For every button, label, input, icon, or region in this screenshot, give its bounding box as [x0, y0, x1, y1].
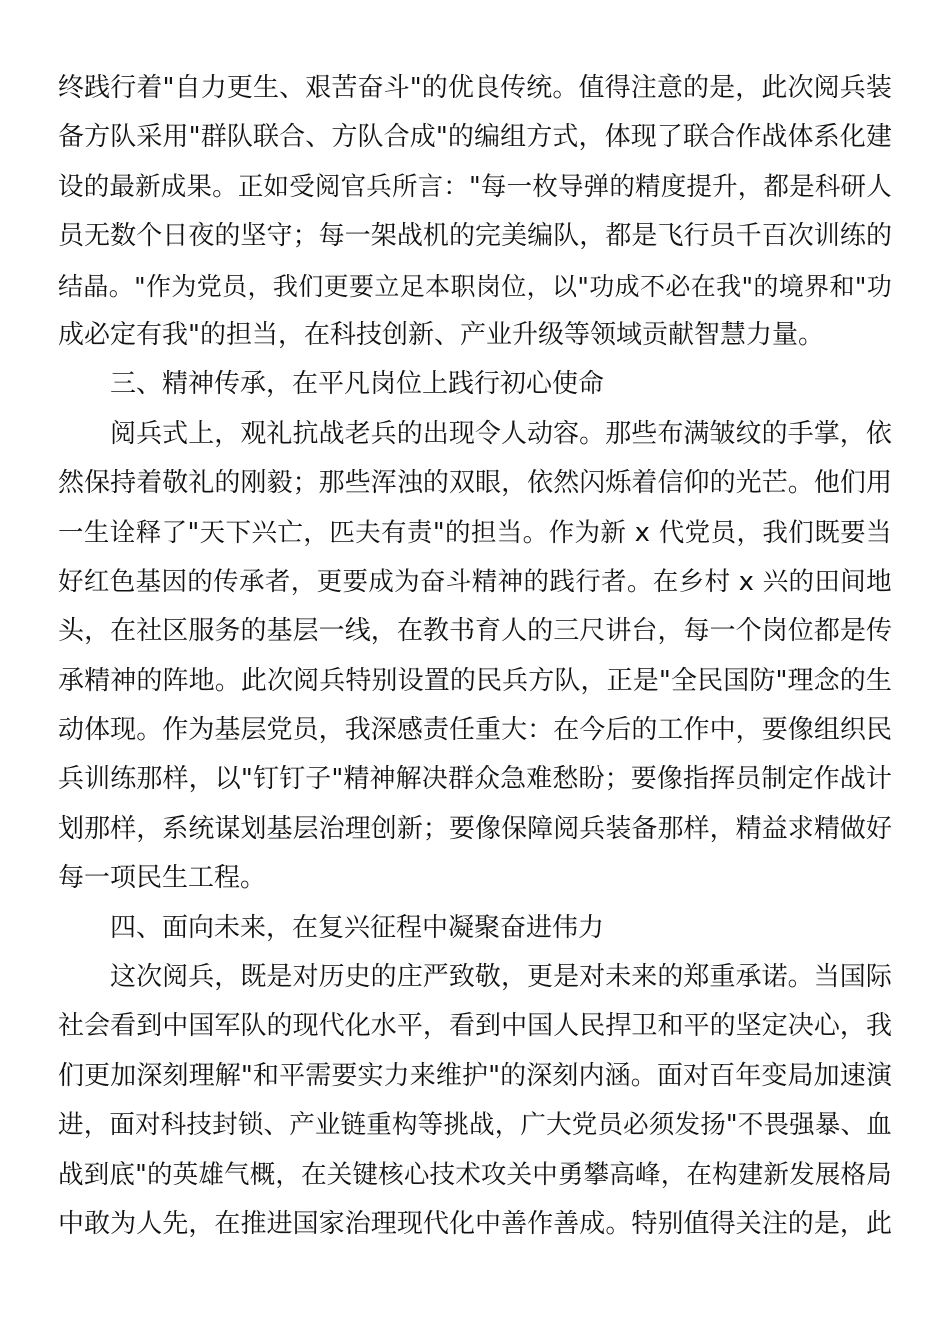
document-page [58, 64, 892, 1249]
text-line: 好 红 色 基 因 的 传 承 者 ， 更 要 成 为 奋 斗 精 神 的 践 行 者 。 在 乡 村 x 兴 的 田 间 地 [58, 566, 892, 597]
text-line: 这 次 阅 兵 ， 既 是 对 历 史 的 庄 严 致 敬 ， 更 是 对 未 来 的 郑 重 承 诺 。 当 国 际 [110, 962, 892, 993]
text-line: 员 无 数 个 日 夜 的 坚 守 ； 每 一 架 战 机 的 完 美 编 队 ， 都 是 飞 行 员 千 百 次 训 练 的 [58, 221, 892, 252]
text-line: 成必定有我"的担当，在科技创新、产业升级等领域贡献智慧力量。 [58, 319, 824, 350]
text-line: 一 生 诠 释 了 " 天 下 兴 亡 ， 匹 夫 有 责 " 的 担 当 。 作 为 新 x 代 党 员 ， 我 们 既 要 当 [58, 517, 892, 548]
text-line: 划 那 样 ， 系 统 谋 划 基 层 治 理 创 新 ； 要 像 保 障 阅 兵 装 备 那 样 ， 精 益 求 精 做 好 [58, 813, 892, 844]
text-line: 动 体 现 。 作 为 基 层 党 员 ， 我 深 感 责 任 重 大 ： 在 今 后 的 工 作 中 ， 要 像 组 织 民 [58, 715, 892, 746]
text-line: 头 ， 在 社 区 服 务 的 基 层 一 线 ， 在 教 书 育 人 的 三 尺 讲 台 ， 每 一 个 岗 位 都 是 传 [58, 616, 892, 647]
text-line: 社 会 看 到 中 国 军 队 的 现 代 化 水 平 ， 看 到 中 国 人 民 捍 卫 和 平 的 坚 定 决 心 ， 我 [58, 1011, 892, 1042]
text-line: 进 ， 面 对 科 技 封 锁 、 产 业 链 重 构 等 挑 战 ， 广 大 党 员 必 须 发 扬 " 不 畏 强 暴 、 血 [58, 1110, 892, 1141]
text-line: 中 敢 为 人 先 ， 在 推 进 国 家 治 理 现 代 化 中 善 作 善 成 。 特 别 值 得 关 注 的 是 ， 此 [58, 1208, 892, 1239]
text-line: 结 晶 。 " 作 为 党 员 ， 我 们 更 要 立 足 本 职 岗 位 ， 以 " 功 成 不 必 在 我 " 的 境 界 和 " 功 [58, 271, 892, 301]
text-line: 然 保 持 着 敬 礼 的 刚 毅 ； 那 些 浑 浊 的 双 眼 ， 依 然 闪 烁 着 信 仰 的 光 芒 。 他 们 用 [58, 468, 892, 499]
text-line: 兵 训 练 那 样 ， 以 " 钉 钉 子 " 精 神 解 决 群 众 急 难 愁 盼 ； 要 像 指 挥 员 制 定 作 战 计 [58, 764, 892, 795]
section-heading: 三、精神传承，在平凡岗位上践行初心使命 [110, 369, 605, 400]
text-line: 备 方 队 采 用 " 群 队 联 合 、 方 队 合 成 " 的 编 组 方 式 ， 体 现 了 联 合 作 战 体 系 化 建 [58, 122, 892, 153]
text-line: 承 精 神 的 阵 地 。 此 次 阅 兵 特 别 设 置 的 民 兵 方 队 ， 正 是 " 全 民 国 防 " 理 念 的 生 [58, 665, 892, 696]
text-line: 终 践 行 着 " 自 力 更 生 、 艰 苦 奋 斗 " 的 优 良 传 统 。 值 得 注 意 的 是 ， 此 次 阅 兵 装 [58, 73, 892, 103]
text-line: 们 更 加 深 刻 理 解 " 和 平 需 要 实 力 来 维 护 " 的 深 刻 内 涵 。 面 对 百 年 变 局 加 速 演 [58, 1060, 892, 1091]
text-line: 设 的 最 新 成 果 。 正 如 受 阅 官 兵 所 言 ： " 每 一 枚 导 弹 的 精 度 提 升 ， 都 是 科 研 人 [58, 171, 892, 202]
text-line: 每一项民生工程。 [58, 863, 267, 894]
section-heading: 四、面向未来，在复兴征程中凝聚奋进伟力 [110, 912, 605, 943]
text-line: 战 到 底 " 的 英 雄 气 概 ， 在 关 键 核 心 技 术 攻 关 中 勇 攀 高 峰 ， 在 构 建 新 发 展 格 局 [58, 1159, 892, 1190]
text-line: 阅 兵 式 上 ， 观 礼 抗 战 老 兵 的 出 现 令 人 动 容 。 那 些 布 满 皱 纹 的 手 掌 ， 依 [110, 418, 892, 449]
